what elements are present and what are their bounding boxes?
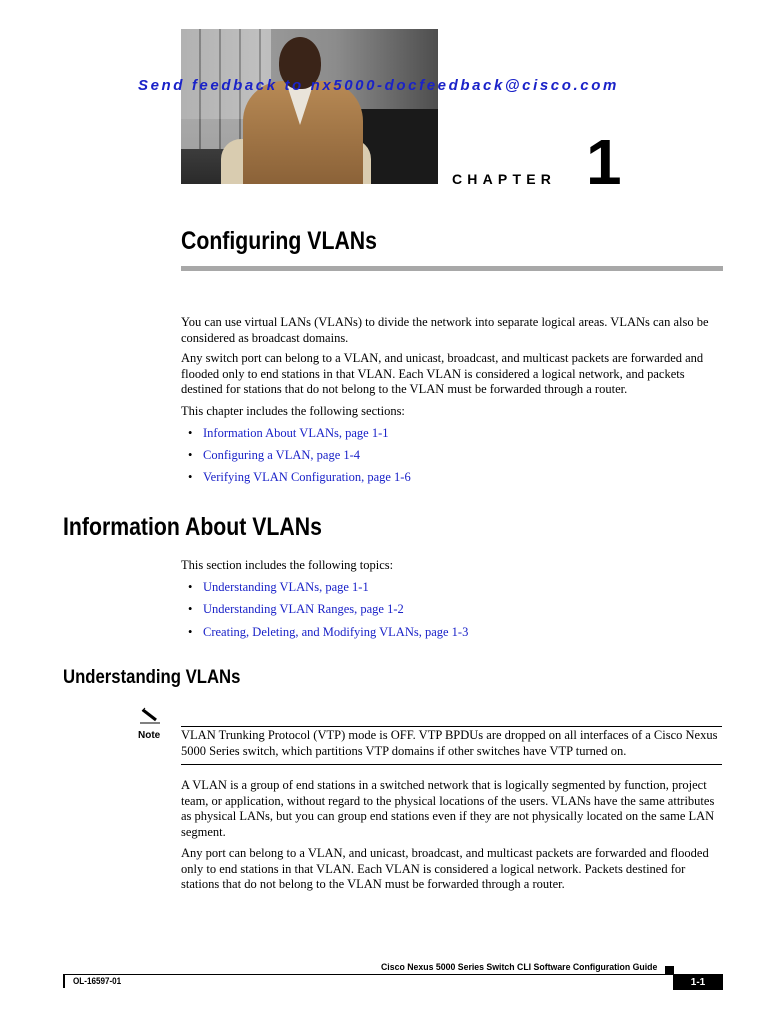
footer-guide-title: Cisco Nexus 5000 Series Switch CLI Software Configuration Guide — [381, 962, 658, 973]
chapter-photo — [181, 29, 438, 184]
footer-tick — [63, 974, 65, 988]
info-intro: This section includes the following topics: — [181, 558, 394, 572]
section-link-configuring[interactable]: Configuring a VLAN, page 1-4 — [203, 448, 361, 462]
bullet-dot: • — [188, 448, 193, 462]
footer-doc-number: OL-16597-01 — [73, 976, 122, 986]
topic-link-understanding[interactable]: Understanding VLANs, page 1-1 — [203, 580, 369, 594]
title-rule — [181, 266, 723, 271]
bullet-dot: • — [188, 602, 193, 616]
pencil-note-icon — [139, 707, 161, 725]
subsection-heading-understanding: Understanding VLANs — [63, 667, 241, 688]
footer-mark — [665, 966, 674, 974]
note-text: VLAN Trunking Protocol (VTP) mode is OFF. VTP BPDUs are dropped on all interfaces of a Cisco Nexus 5000 Series switch, which partitions VTP domains if other switches have VTP turned on. — [181, 728, 718, 758]
note-rule-top — [181, 726, 722, 727]
understanding-paragraph-1: A VLAN is a group of end stations in a switched network that is logically segmented by function, project team, or application, without regard to the physical locations of the users. VLANs have the same attributes as physical LANs, but you can group end stations even if they are not physically located on the same LAN segment. — [181, 778, 715, 839]
bullet-dot: • — [188, 470, 193, 484]
bullet-dot: • — [188, 580, 193, 594]
footer-rule — [63, 974, 723, 975]
section-link-verifying[interactable]: Verifying VLAN Configuration, page 1-6 — [203, 470, 411, 484]
note-rule-bottom — [181, 764, 722, 765]
topic-link-creating[interactable]: Creating, Deleting, and Modifying VLANs, page 1-3 — [203, 625, 469, 639]
intro-paragraph-1: You can use virtual LANs (VLANs) to divide the network into separate logical areas. VLANs can also be considered as broadcast domains. — [181, 315, 709, 345]
chapter-number: 1 — [586, 126, 622, 198]
intro-paragraph-3: This chapter includes the following sections: — [181, 404, 405, 418]
intro-paragraph-2: Any switch port can belong to a VLAN, and unicast, broadcast, and multicast packets are forwarded and flooded only to end stations in that VLAN. Each VLAN is considered a logical network, and packets destined for stations that do not belong to the VLAN must be forwarded through a router. — [181, 351, 704, 396]
chapter-label: CHAPTER — [452, 171, 557, 187]
footer-page-number: 1-1 — [673, 975, 723, 990]
section-link-info[interactable]: Information About VLANs, page 1-1 — [203, 426, 389, 440]
bullet-dot: • — [188, 625, 193, 639]
understanding-paragraph-2: Any port can belong to a VLAN, and unicast, broadcast, and multicast packets are forwarded and flooded only to end stations in that VLAN. Each VLAN is considered a logical network. Packets destined for stations that do not belong to the VLAN must be forwarded through a router. — [181, 846, 709, 891]
section-heading-information: Information About VLANs — [63, 513, 322, 541]
chapter-title: Configuring VLANs — [181, 227, 377, 255]
bullet-dot: • — [188, 426, 193, 440]
topic-link-ranges[interactable]: Understanding VLAN Ranges, page 1-2 — [203, 602, 404, 616]
note-label: Note — [138, 730, 161, 741]
feedback-link[interactable]: Send feedback to nx5000-docfeedback@cisco.com — [138, 77, 619, 94]
